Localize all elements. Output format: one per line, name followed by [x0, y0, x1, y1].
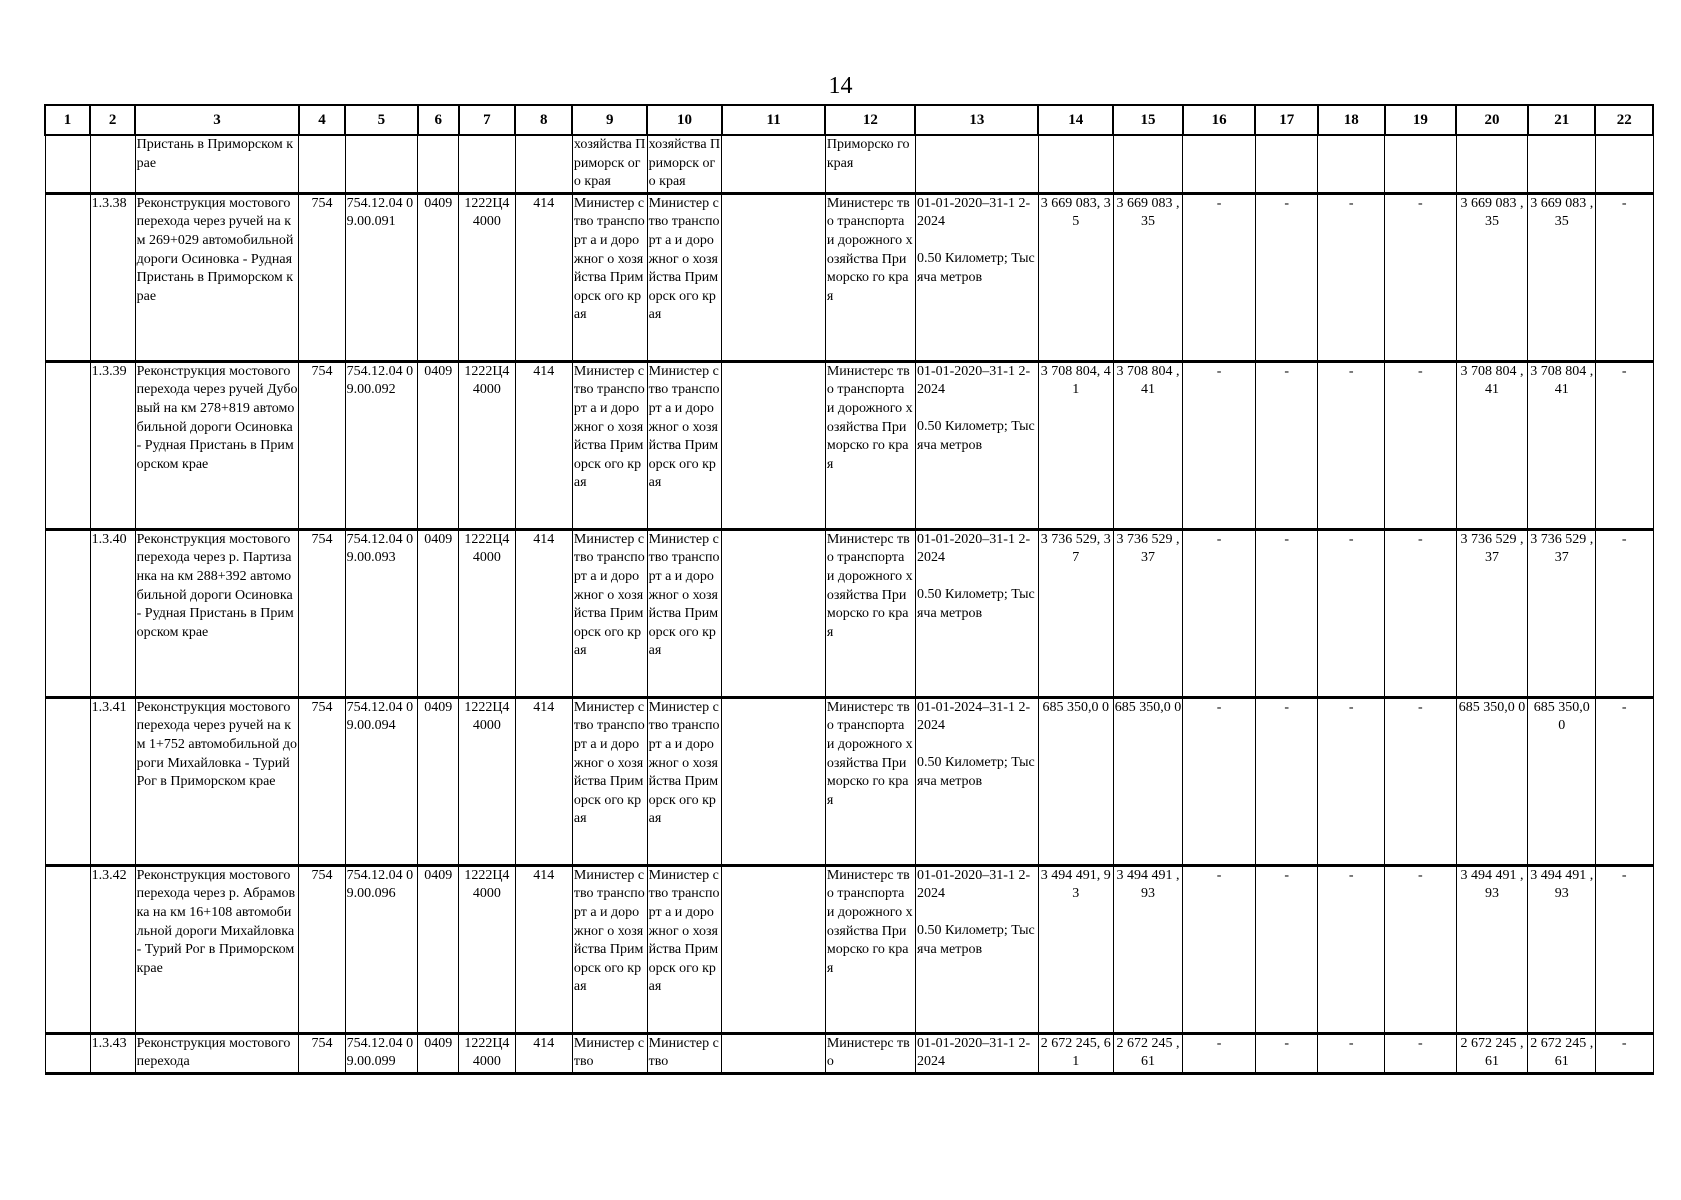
- cell-dash: -: [1318, 361, 1385, 529]
- cell-dash: -: [1183, 361, 1256, 529]
- cell-code: 414: [515, 697, 572, 865]
- cell: [1385, 135, 1457, 193]
- cell-code: 1222Ц4 4000: [459, 529, 515, 697]
- cell-code: 754.12.04 09.00.099: [345, 1033, 418, 1073]
- cell: [722, 361, 825, 529]
- cell-name: Реконструкция мостового перехода: [135, 1033, 299, 1073]
- col-header: 4: [299, 105, 345, 135]
- cell-dash: -: [1183, 697, 1256, 865]
- cell: [1318, 135, 1385, 193]
- cell: [45, 1033, 90, 1073]
- cell-code: 1222Ц4 4000: [459, 361, 515, 529]
- cell-code: 414: [515, 361, 572, 529]
- cell-code: 0409: [418, 529, 459, 697]
- col-header: 5: [345, 105, 418, 135]
- cell: [722, 135, 825, 193]
- cell: [45, 529, 90, 697]
- cell-amount: 2 672 245 ,61: [1528, 1033, 1596, 1073]
- budget-table: [44, 104, 1654, 1075]
- cell-dash: -: [1255, 1033, 1317, 1073]
- cell: [1038, 135, 1113, 193]
- cell-dash: -: [1318, 697, 1385, 865]
- cell: [45, 193, 90, 361]
- carry-over-row: [45, 135, 1653, 193]
- cell: [418, 135, 459, 193]
- cell-dash: -: [1318, 1033, 1385, 1073]
- period-text: 01-01-2020–31-1 2-2024: [916, 867, 1031, 902]
- cell-period: [915, 865, 1038, 1033]
- cell-executor: Министер ство: [572, 1033, 647, 1073]
- cell-ministry: Министерс тво транспорта и дорожного хозяйства Приморско го края: [825, 193, 915, 361]
- cell-code: 754: [299, 697, 345, 865]
- cell-period: [915, 193, 1038, 361]
- cell-customer: Министер ство транспорт а и дорожног о хозяйства Приморск ого края: [647, 697, 722, 865]
- cell-number: 1.3.39: [90, 361, 135, 529]
- cell-amount: 3 494 491 ,93: [1456, 865, 1528, 1033]
- cell-amount: 3 669 083, 35: [1038, 193, 1113, 361]
- cell-amount: 3 494 491 ,93: [1113, 865, 1183, 1033]
- cell-amount: 3 494 491, 93: [1038, 865, 1113, 1033]
- cell-name: Реконструкция мостового перехода через р. Абрамовка на км 16+108 автомобильной дороги Михайловка - Турий Рог в Приморском крае: [135, 865, 299, 1033]
- cell-code: 0409: [418, 361, 459, 529]
- table-row: [45, 361, 1653, 529]
- cell-customer: Министер ство: [647, 1033, 722, 1073]
- page-number: 14: [828, 73, 853, 99]
- cell-number: 1.3.42: [90, 865, 135, 1033]
- cell-code: 414: [515, 1033, 572, 1073]
- cell-ministry: Министерс тво: [825, 1033, 915, 1073]
- cell: [722, 1033, 825, 1073]
- cell-amount: 2 672 245 ,61: [1456, 1033, 1528, 1073]
- cell-name: Реконструкция мостового перехода через ручей на км 269+029 автомобильной дороги Осиновка - Рудная Пристань в Приморском крае: [135, 193, 299, 361]
- cell: [722, 529, 825, 697]
- cell-customer: хозяйства Приморск ого края: [647, 135, 722, 193]
- cell-amount: 3 708 804 ,41: [1528, 361, 1596, 529]
- cell-dash: -: [1255, 529, 1317, 697]
- cell-ministry: Министерс тво транспорта и дорожного хозяйства Приморско го края: [825, 697, 915, 865]
- cell: [1255, 135, 1317, 193]
- period-text: 01-01-2024–31-1 2-2024: [916, 699, 1031, 734]
- cell: [722, 697, 825, 865]
- cell-code: 754: [299, 865, 345, 1033]
- col-header: 18: [1318, 105, 1385, 135]
- cell: [1113, 135, 1183, 193]
- cell-dash: -: [1595, 361, 1653, 529]
- cell-dash: -: [1385, 193, 1457, 361]
- cell-amount: 3 669 083 ,35: [1456, 193, 1528, 361]
- cell-dash: -: [1255, 193, 1317, 361]
- cell-ministry: Приморско го края: [825, 135, 915, 193]
- cell-amount: 3 736 529 ,37: [1456, 529, 1528, 697]
- cell-code: 0409: [418, 193, 459, 361]
- cell-amount: 685 350,0 0: [1113, 697, 1183, 865]
- col-header: 13: [915, 105, 1038, 135]
- col-header: 8: [515, 105, 572, 135]
- col-header: 12: [825, 105, 915, 135]
- cell-executor: Министер ство транспорт а и дорожног о хозяйства Приморск ого края: [572, 361, 647, 529]
- cell-name: Пристань в Приморском крае: [135, 135, 299, 193]
- cell-number: 1.3.38: [90, 193, 135, 361]
- cell-dash: -: [1385, 697, 1457, 865]
- cell-dash: -: [1255, 697, 1317, 865]
- cell: [722, 865, 825, 1033]
- cell: [1595, 135, 1653, 193]
- cell: [299, 135, 345, 193]
- cell-dash: -: [1385, 865, 1457, 1033]
- col-header: 10: [647, 105, 722, 135]
- cell-amount: 3 708 804 ,41: [1113, 361, 1183, 529]
- cell-customer: Министер ство транспорт а и дорожног о хозяйства Приморск ого края: [647, 529, 722, 697]
- col-header: 7: [459, 105, 515, 135]
- cell-code: 754.12.04 09.00.093: [345, 529, 418, 697]
- cell-amount: 3 708 804, 41: [1038, 361, 1113, 529]
- cell: [915, 135, 1038, 193]
- cell-code: 0409: [418, 865, 459, 1033]
- cell-customer: Министер ство транспорт а и дорожног о хозяйства Приморск ого края: [647, 193, 722, 361]
- cell-code: 1222Ц4 4000: [459, 865, 515, 1033]
- cell-dash: -: [1385, 361, 1457, 529]
- cell-amount: 3 708 804 ,41: [1456, 361, 1528, 529]
- cell-customer: Министер ство транспорт а и дорожног о хозяйства Приморск ого края: [647, 865, 722, 1033]
- cell-amount: 685 350,0 0: [1038, 697, 1113, 865]
- col-header: 6: [418, 105, 459, 135]
- cell-code: 1222Ц4 4000: [459, 697, 515, 865]
- cell: [722, 193, 825, 361]
- cell-number: 1.3.40: [90, 529, 135, 697]
- cell-number: 1.3.41: [90, 697, 135, 865]
- unit-text: 0.50 Километр; Тысяча метров: [916, 754, 1035, 789]
- cell-amount: 3 736 529 ,37: [1528, 529, 1596, 697]
- cell-ministry: Министерс тво транспорта и дорожного хозяйства Приморско го края: [825, 865, 915, 1033]
- cell-dash: -: [1318, 529, 1385, 697]
- cell-period: [915, 697, 1038, 865]
- cell-dash: -: [1595, 1033, 1653, 1073]
- cell-executor: Министер ство транспорт а и дорожног о хозяйства Приморск ого края: [572, 865, 647, 1033]
- cell: [45, 697, 90, 865]
- cell-dash: -: [1183, 529, 1256, 697]
- cell-amount: 3 669 083 ,35: [1528, 193, 1596, 361]
- cell-code: 414: [515, 193, 572, 361]
- cell-dash: -: [1183, 865, 1256, 1033]
- cell-amount: 2 672 245, 61: [1038, 1033, 1113, 1073]
- cell: [1528, 135, 1596, 193]
- period-text: 01-01-2020–31-1 2-2024: [916, 195, 1031, 230]
- cell: [45, 865, 90, 1033]
- cell-code: 754: [299, 193, 345, 361]
- cell-code: 754: [299, 1033, 345, 1073]
- cell-code: 1222Ц4 4000: [459, 1033, 515, 1073]
- cell-amount: 685 350,0 0: [1528, 697, 1596, 865]
- unit-text: 0.50 Километр; Тысяча метров: [916, 586, 1035, 621]
- col-header: 20: [1456, 105, 1528, 135]
- period-text: 01-01-2020–31-1 2-2024: [916, 363, 1031, 398]
- cell: [45, 135, 90, 193]
- cell: [45, 361, 90, 529]
- col-header: 9: [572, 105, 647, 135]
- cell-amount: 2 672 245 ,61: [1113, 1033, 1183, 1073]
- col-header: 2: [90, 105, 135, 135]
- cell: [90, 135, 135, 193]
- table-row: [45, 697, 1653, 865]
- cell-amount: 685 350,0 0: [1456, 697, 1528, 865]
- cell-dash: -: [1595, 193, 1653, 361]
- cell-code: 754.12.04 09.00.091: [345, 193, 418, 361]
- cell-amount: 3 494 491 ,93: [1528, 865, 1596, 1033]
- col-header: 1: [45, 105, 90, 135]
- cell-dash: -: [1595, 697, 1653, 865]
- cell-code: 1222Ц4 4000: [459, 193, 515, 361]
- cell-dash: -: [1385, 1033, 1457, 1073]
- cell-code: 754: [299, 361, 345, 529]
- cell-amount: 3 669 083 ,35: [1113, 193, 1183, 361]
- cell-dash: -: [1385, 529, 1457, 697]
- cell: [1183, 135, 1256, 193]
- table-row: [45, 529, 1653, 697]
- cell-code: 754.12.04 09.00.096: [345, 865, 418, 1033]
- cell-amount: 3 736 529, 37: [1038, 529, 1113, 697]
- cell-code: 754.12.04 09.00.094: [345, 697, 418, 865]
- cell-dash: -: [1183, 193, 1256, 361]
- cell-period: [915, 361, 1038, 529]
- cell-dash: -: [1318, 193, 1385, 361]
- cell-dash: -: [1595, 865, 1653, 1033]
- cell: [345, 135, 418, 193]
- col-header: 17: [1255, 105, 1317, 135]
- cell-dash: -: [1255, 865, 1317, 1033]
- cell-dash: -: [1595, 529, 1653, 697]
- period-text: 01-01-2020–31-1 2-2024: [916, 1035, 1031, 1070]
- cell-executor: Министер ство транспорт а и дорожног о хозяйства Приморск ого края: [572, 529, 647, 697]
- cell-customer: Министер ство транспорт а и дорожног о хозяйства Приморск ого края: [647, 361, 722, 529]
- col-header: 19: [1385, 105, 1457, 135]
- table-row: [45, 1033, 1653, 1073]
- col-header: 15: [1113, 105, 1183, 135]
- cell-ministry: Министерс тво транспорта и дорожного хозяйства Приморско го края: [825, 529, 915, 697]
- cell-period: [915, 529, 1038, 697]
- cell-dash: -: [1318, 865, 1385, 1033]
- cell-name: Реконструкция мостового перехода через ручей Дубовый на км 278+819 автомобильной дороги Осиновка - Рудная Пристань в Приморском крае: [135, 361, 299, 529]
- unit-text: 0.50 Километр; Тысяча метров: [916, 922, 1035, 957]
- cell-executor: Министер ство транспорт а и дорожног о хозяйства Приморск ого края: [572, 697, 647, 865]
- cell-code: 414: [515, 865, 572, 1033]
- cell-number: 1.3.43: [90, 1033, 135, 1073]
- cell-dash: -: [1255, 361, 1317, 529]
- cell-code: 0409: [418, 697, 459, 865]
- cell-code: 754.12.04 09.00.092: [345, 361, 418, 529]
- cell-name: Реконструкция мостового перехода через р. Партизанка на км 288+392 автомобильной дороги Осиновка - Рудная Пристань в Приморском крае: [135, 529, 299, 697]
- col-header: 21: [1528, 105, 1596, 135]
- cell-period: [915, 1033, 1038, 1073]
- cell-executor: Министер ство транспорт а и дорожног о хозяйства Приморск ого края: [572, 193, 647, 361]
- table-row: [45, 193, 1653, 361]
- col-header: 16: [1183, 105, 1256, 135]
- unit-text: 0.50 Километр; Тысяча метров: [916, 418, 1035, 453]
- col-header: 3: [135, 105, 299, 135]
- header-row: [45, 105, 1653, 135]
- table-row: [45, 865, 1653, 1033]
- cell: [515, 135, 572, 193]
- cell-code: 0409: [418, 1033, 459, 1073]
- cell-dash: -: [1183, 1033, 1256, 1073]
- col-header: 11: [722, 105, 825, 135]
- cell-code: 754: [299, 529, 345, 697]
- col-header: 14: [1038, 105, 1113, 135]
- cell: [459, 135, 515, 193]
- cell-amount: 3 736 529 ,37: [1113, 529, 1183, 697]
- period-text: 01-01-2020–31-1 2-2024: [916, 531, 1031, 566]
- cell: [1456, 135, 1528, 193]
- cell-executor: хозяйства Приморск ого края: [572, 135, 647, 193]
- unit-text: 0.50 Километр; Тысяча метров: [916, 250, 1035, 285]
- cell-name: Реконструкция мостового перехода через ручей на км 1+752 автомобильной дороги Михайловка - Турий Рог в Приморском крае: [135, 697, 299, 865]
- col-header: 22: [1595, 105, 1653, 135]
- cell-code: 414: [515, 529, 572, 697]
- cell-ministry: Министерс тво транспорта и дорожного хозяйства Приморско го края: [825, 361, 915, 529]
